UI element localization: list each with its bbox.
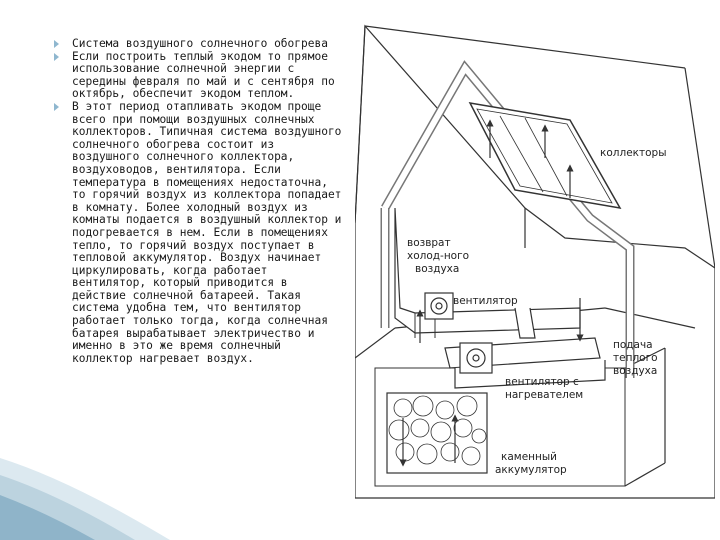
label-fan: вентилятор — [453, 295, 518, 307]
label-return-3: воздуха — [415, 263, 460, 275]
bullet-list — [52, 38, 347, 365]
stone-accumulator — [387, 393, 487, 473]
solar-air-heating-house-diagram — [355, 8, 715, 508]
bullet-item-intro — [52, 51, 347, 101]
fan-unit — [425, 293, 453, 319]
label-stone-1: каменный — [501, 451, 558, 463]
label-supply-2: теплого — [613, 352, 658, 364]
triangle-right-icon — [54, 40, 59, 48]
bullet-text: Система воздушного солнечного обогрева — [72, 37, 328, 50]
triangle-right-icon — [54, 103, 59, 111]
bullet-text: Если построить теплый экодом то прямое использование солнечной энергии с середины февраля по май и с сентября по октябрь, обеспечит экодом теплом. — [72, 49, 335, 101]
label-fan-heater-1: вентилятор с — [505, 376, 579, 388]
bullet-item-description — [52, 101, 347, 365]
collector-panel — [470, 103, 620, 208]
label-stone-2: аккумулятор — [495, 464, 567, 476]
fan-heater-unit — [460, 343, 492, 373]
triangle-right-icon — [54, 53, 59, 61]
label-return-2: холод-ного — [407, 250, 470, 262]
label-supply-1: подача — [613, 339, 653, 351]
decorative-corner-wave — [0, 440, 170, 540]
label-supply-3: воздуха — [613, 365, 658, 377]
label-collectors: коллекторы — [600, 147, 667, 159]
bullet-text: В этот период отапливать экодом проще всего при помощи воздушных солнечных коллекторов. Типичная система воздушного солнечного обогрева состоит из воздушного солнечного коллектора, воздуховодов, вентилятора. Если температура в помещениях недостаточна, то горячий воздух из коллектора попадает в комнату. Более холодный воздух из комнаты подается в воздушный коллектор и подогревается в нем. Если в помещениях тепло, то горячий воздух поступает в тепловой аккумулятор. Воздух начинает циркулировать, когда работает вентилятор, который приводится в действие солнечной батареей. Такая система удобна тем, что вентилятор работает только тогда, когда солнечная батарея вырабатывает электричество и именно в это же время солнечный коллектор нагревает воздух. — [72, 99, 342, 365]
label-fan-heater-2: нагревателем — [505, 389, 584, 401]
label-return-1: возврат — [407, 237, 451, 249]
